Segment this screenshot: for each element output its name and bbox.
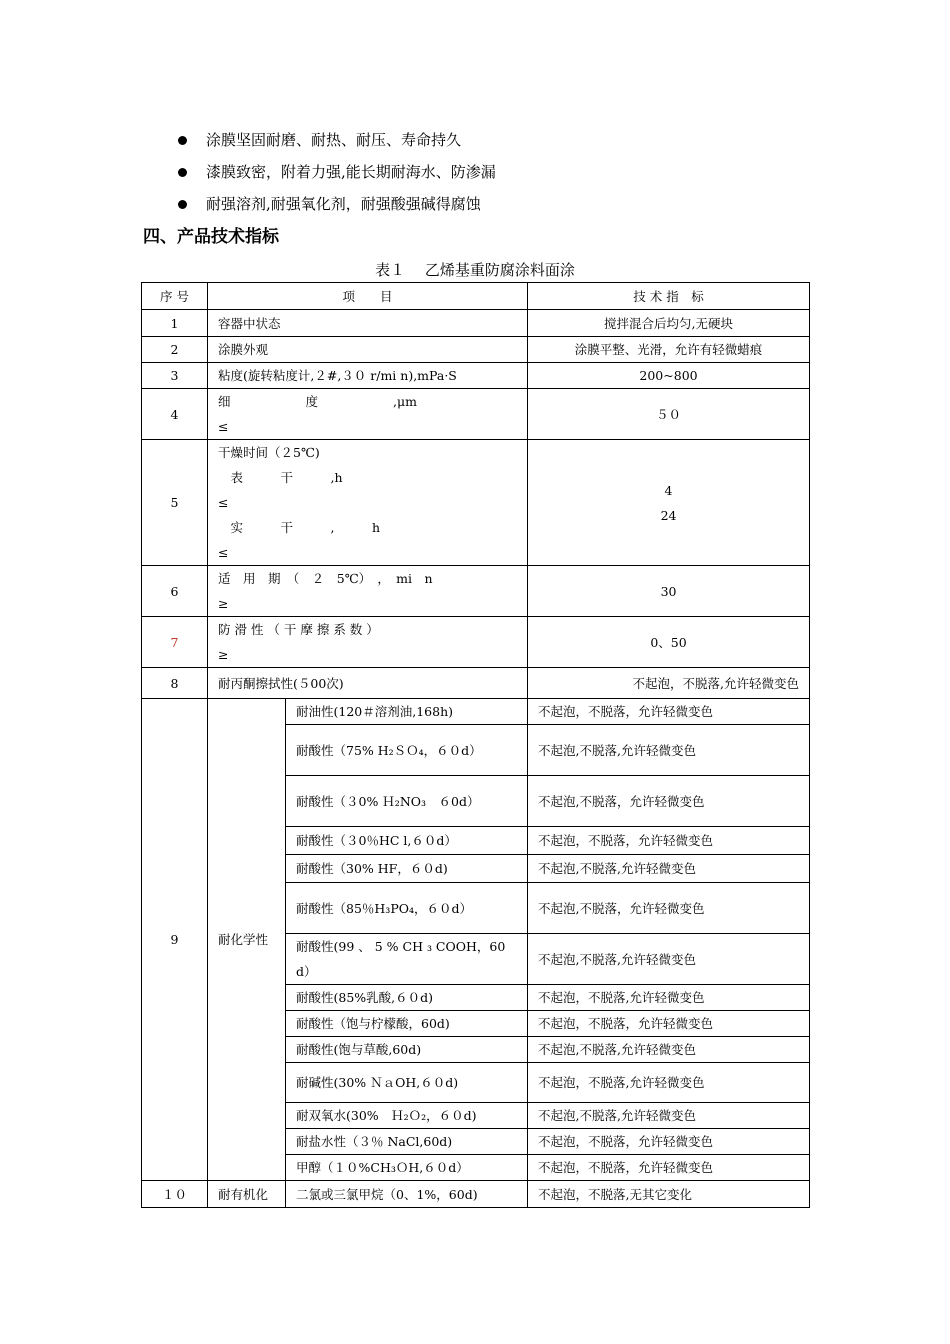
table-row: 耐酸性(85%乳酸,６０d) 不起泡，不脱落,允许轻微变色 [142, 985, 810, 1011]
table-row: 耐酸性（３0% Ｈ₂NO₃ ６0d） 不起泡,不脱落，允许轻微变色 [142, 776, 810, 827]
table-row: 耐酸性（85％H₃PO₄，６０d） 不起泡,不脱落，允许轻微变色 [142, 883, 810, 934]
table-row: 耐双氧水(30% Ｈ₂Ｏ₂，６０d) 不起泡,不脱落,允许轻微变色 [142, 1103, 810, 1129]
table-row: 8 耐丙酮擦拭性(５00次) 不起泡，不脱落,允许轻微变色 [142, 668, 810, 699]
feature-item: 涂膜坚固耐磨、耐热、耐压、寿命持久 [178, 124, 496, 156]
table-row: 4 细 度 ,μm ≤ ５０ [142, 389, 810, 440]
table-row: 9 耐化学性 耐油性(120＃溶剂油,168h) 不起泡，不脱落，允许轻微变色 [142, 699, 810, 725]
table-row: 3 粘度(旋转粘度计,２#,３０ r/mi n),mPa·S 200~800 [142, 363, 810, 389]
bullet-icon [178, 136, 187, 145]
header-spec: 技 术 指 标 [528, 283, 810, 310]
table-row: 甲醇（１０%CH₃ＯH,６０d） 不起泡，不脱落，允许轻微变色 [142, 1155, 810, 1181]
table-row: 耐酸性（３0％HC l,６０d） 不起泡，不脱落，允许轻微变色 [142, 827, 810, 855]
table-row: 耐碱性(30% ＮａOH,６０d) 不起泡，不脱落,允许轻微变色 [142, 1063, 810, 1103]
feature-item: 漆膜致密，附着力强,能长期耐海水、防渗漏 [178, 156, 496, 188]
table-row: 6 适 用 期 （ ２ 5℃） ， mi n ≥ 30 [142, 566, 810, 617]
table-caption: 表１ 乙烯基重防腐涂料面涂 [375, 261, 575, 279]
header-item: 项 目 [208, 283, 528, 310]
table-row: 1 容器中状态 搅拌混合后均匀,无硬块 [142, 310, 810, 337]
table-row: 5 干燥时间（２5℃) 表 干 ,h ≤ 实 干 , h ≤ 4 24 [142, 440, 810, 566]
table-row: 耐酸性(饱与草酸,60d) 不起泡,不脱落,允许轻微变色 [142, 1037, 810, 1063]
table-row: 耐酸性(99 、 5 % CH ₃ COOH，60d） 不起泡,不脱落,允许轻微变色 [142, 934, 810, 985]
feature-list [178, 124, 496, 220]
table-row: 耐盐水性（３％ NaCl,60d) 不起泡，不脱落，允许轻微变色 [142, 1129, 810, 1155]
bullet-icon [178, 168, 187, 177]
header-no: 序 号 [142, 283, 208, 310]
bullet-icon [178, 200, 187, 209]
table-row: 耐酸性（75% H₂ＳＯ₄，６０d） 不起泡,不脱落,允许轻微变色 [142, 725, 810, 776]
table-row: 2 涂膜外观 涂膜平整、光滑，允许有轻微蜡痕 [142, 337, 810, 363]
table-row: 7 防 滑 性 （ 干 摩 擦 系 数 ） ≥ 0、50 [142, 617, 810, 668]
table-header-row [142, 283, 810, 310]
table-row: １０ 耐有机化 二氯或三氯甲烷（0、1%，60d) 不起泡，不脱落,无其它变化 [142, 1181, 810, 1208]
table-row: 耐酸性（饱与柠檬酸，60d) 不起泡，不脱落，允许轻微变色 [142, 1011, 810, 1037]
section-heading: 四、产品技术指标 [143, 227, 279, 247]
spec-table [141, 282, 810, 1208]
table-row: 耐酸性（30% HF，６０d) 不起泡,不脱落,允许轻微变色 [142, 855, 810, 883]
feature-item: 耐强溶剂,耐强氧化剂，耐强酸强碱得腐蚀 [178, 188, 496, 220]
